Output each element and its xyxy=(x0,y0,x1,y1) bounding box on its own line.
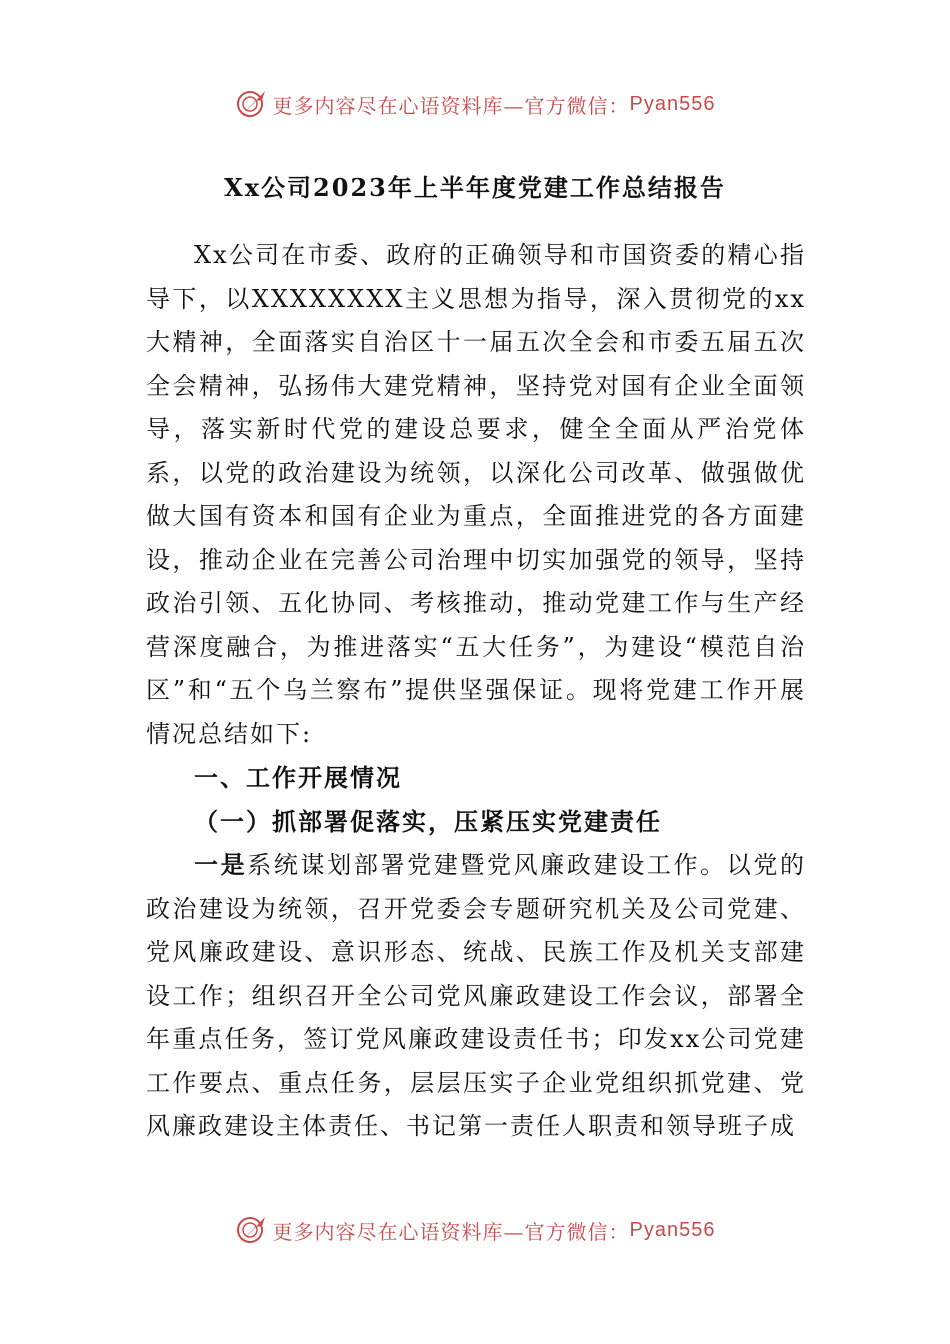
document-title: Xx公司2023年上半年度党建工作总结报告 xyxy=(224,173,726,202)
body-paragraph xyxy=(146,843,806,1149)
section-heading: 一、工作开展情况 xyxy=(194,763,402,792)
paragraph-text: 系统谋划部署党建暨党风廉政建设工作。以党的政治建设为统领，召开党委会专题研究机关及公司党建、党风廉政建设、意识形态、统战、民族工作及机关支部建设工作；组织召开全公司党风廉政建设工作会议，部署全年重点任务，签订党风廉政建设责任书；印发xx公司党建工作要点、重点任务，层层压实子企业党组织抓党建、党风廉政建设主体责任、书记第一责任人职责和领导班子成 xyxy=(146,851,807,1140)
watermark-wechat-id: Pyan556 xyxy=(629,92,716,115)
quill-pen-logo-icon xyxy=(235,87,269,121)
watermark-wechat-id: Pyan556 xyxy=(629,1218,716,1241)
document-body xyxy=(146,234,806,1149)
watermark-banner-top xyxy=(0,84,950,124)
paragraph-lead: 一是 xyxy=(194,850,248,879)
subsection-heading: （一）抓部署促落实，压紧压实党建责任 xyxy=(194,806,662,836)
intro-paragraph: Xx公司在市委、政府的正确领导和市国资委的精心指导下，以XXXXXXXX主义思想为指导，深入贯彻党的xx大精神，全面落实自治区十一届五次全会和市委五届五次全会精神，弘扬伟大建党精神，坚持党对国有企业全面领导，落实新时代党的建设总要求，健全全面从严治党体系，以党的政治建设为统领，以深化公司改革、做强做优做大国有资本和国有企业为重点，全面推进党的各方面建设，推动企业在完善公司治理中切实加强党的领导，坚持政治引领、五化协同、考核推动，推动党建工作与生产经营深度融合，为推进落实“五大任务”，为建设“模范自治区”和“五个乌兰察布”提供坚强保证。现将党建工作开展情况总结如下: xyxy=(146,241,806,748)
watermark-text: 更多内容尽在心语资料库—官方微信： xyxy=(272,1219,630,1244)
watermark-text: 更多内容尽在心语资料库—官方微信： xyxy=(272,93,630,118)
quill-pen-logo-icon xyxy=(235,1213,269,1247)
watermark-banner-bottom xyxy=(0,1210,950,1250)
